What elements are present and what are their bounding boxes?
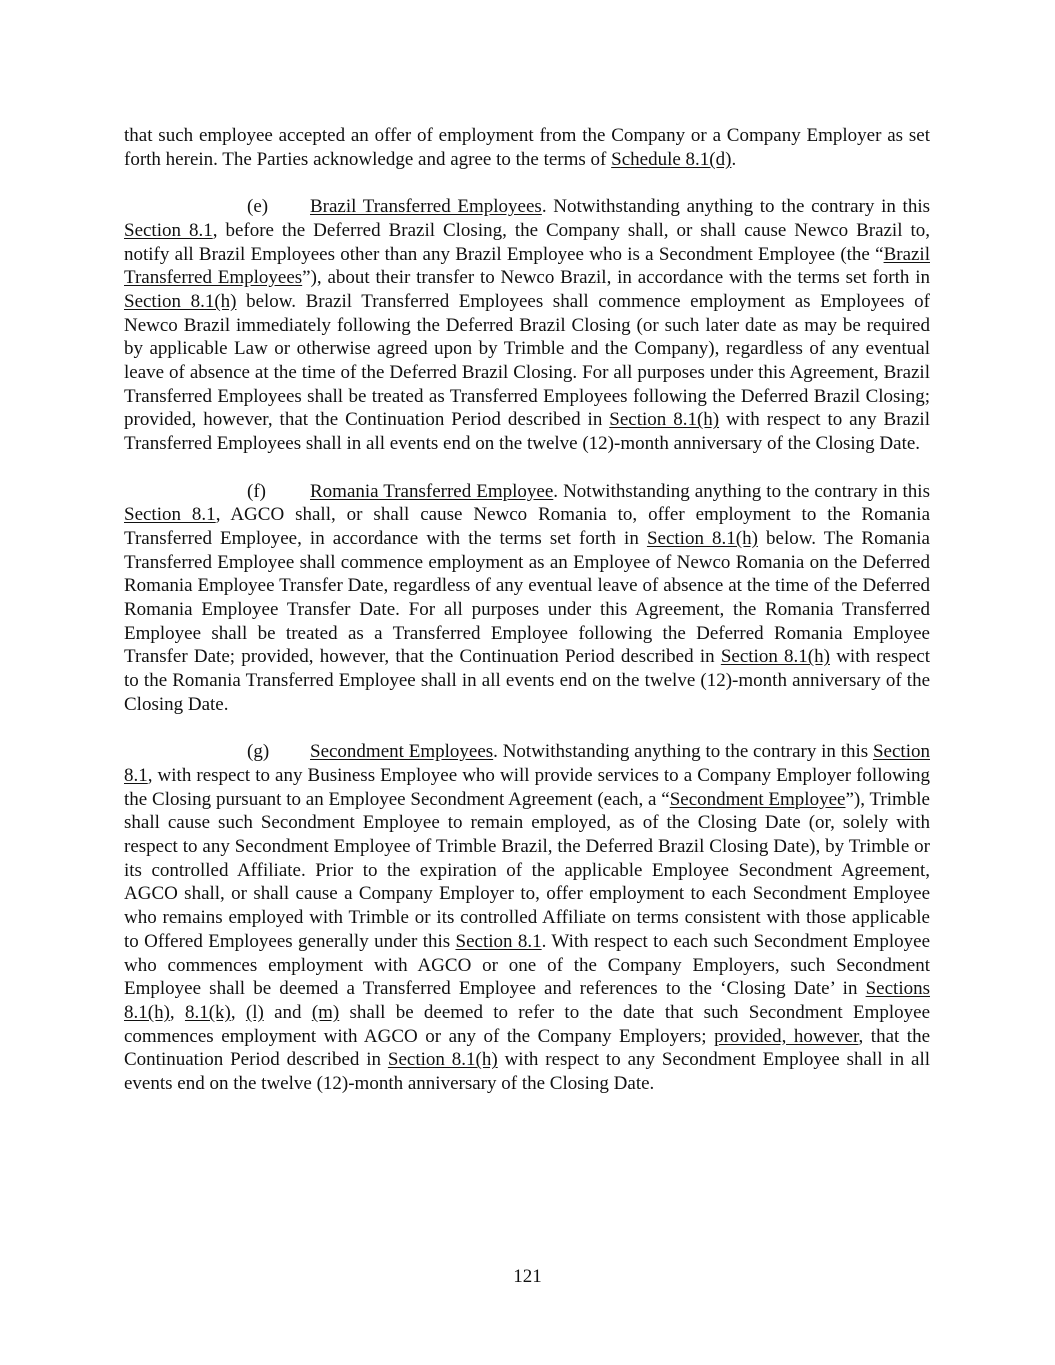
document-page (124, 124, 930, 1119)
paragraph-heading: Brazil Transferred Employees (310, 196, 542, 218)
paragraph-label: (g) (247, 741, 270, 763)
section-reference: Section 8.1(h) (720, 646, 830, 668)
body-text: , (169, 1001, 185, 1023)
body-text: below. Brazil Transferred Employees shall commence employment as Employees of Newco Brazil immediately following the Deferred Brazil Closing (or such later date as may be required by applicable Law or otherwise agreed upon by Trimble and the Company), regardless of any eventual leave of absence at the time of the Deferred Brazil Closing. For all purposes under this Agreement, Brazil Transferred Employees shall be treated as Transferred Employees following the Deferred Brazil Closing; provided, however, that the Continuation Period described in (124, 290, 930, 431)
section-reference: Section 8.1 (124, 504, 216, 526)
section-reference: (l) (245, 1001, 264, 1023)
section-reference: Section 8.1(h) (646, 527, 758, 549)
paragraph-heading: Romania Transferred Employee (310, 480, 554, 502)
body-text: below. The Romania Transferred Employee shall commence employment as an Employee of Newco Romania on the Deferred Romania Employee Transfer Date, regardless of any eventual leave of absence at the time of the Deferred Romania Employee Transfer Date. For all purposes under this Agreement, the Romania Transferred Employee shall be treated as a Transferred Employee following the Deferred Romania Employee Transfer Date; provided, however, that the Continuation Period described in (124, 527, 930, 668)
body-text: . Notwithstanding anything to the contrary in this (553, 480, 930, 502)
section-reference: Section 8.1 (124, 741, 930, 786)
section-reference: Section 8.1 (455, 930, 542, 952)
defined-term: Brazil Transferred Employees (124, 243, 930, 289)
defined-term: Secondment Employee (669, 788, 846, 810)
proviso-phrase: provided, however (714, 1025, 859, 1047)
section-reference: Section 8.1(h) (609, 409, 720, 431)
body-text: , (230, 1001, 246, 1023)
body-text: shall be deemed to refer to the date that such Secondment Employee commences employment with AGCO or any of the Company Employers; (124, 1001, 931, 1047)
body-text: ”), about their transfer to Newco Brazil, in accordance with the terms set forth in (302, 267, 930, 289)
body-text: . Notwithstanding anything to the contrary in this (493, 741, 873, 763)
section-reference: Section 8.1 (124, 219, 213, 241)
section-reference: 8.1(k) (184, 1001, 231, 1023)
body-text: ”), Trimble shall cause such Secondment Employee to remain employed, as of the Closing Date (or, solely with respect to any Secondment Employee of Trimble Brazil, the Deferred Brazil Closing Date), by Trimble or its controlled Affiliate. Prior to the expiration of the applicable Employee Secondment Agreement, AGCO shall, or shall cause a Company Employer to, offer employment to each Secondment Employee who remains employed with Trimble or its controlled Affiliate on terms consistent with those applicable to Offered Employees generally under this (124, 788, 930, 952)
section-reference: Section 8.1(h) (124, 290, 237, 312)
paragraph-label: (e) (247, 196, 269, 218)
body-text: , AGCO shall, or shall cause Newco Romania to, offer employment to the Romania Transferred Employee, in accordance with the terms set forth in (124, 504, 930, 549)
section-reference: Section 8.1(h) (387, 1049, 498, 1071)
body-text: , before the Deferred Brazil Closing, the Company shall, or shall cause Newco Brazil to, notify all Brazil Employees other than any Brazil Employee who is a Secondment Employee (the “ (124, 219, 930, 265)
paragraph-heading: Secondment Employees (310, 741, 494, 763)
body-text: with respect to the Romania Transferred Employee shall in all events end on the twelve (12)-month anniversary of the Closing Date. (124, 646, 930, 715)
body-text: . Notwithstanding anything to the contrary in this (541, 196, 930, 218)
intro-paragraph (124, 124, 930, 171)
body-text: . (731, 148, 737, 170)
body-text: . With respect to each such Secondment Employee who commences employment with AGCO or one of the Company Employers, such Secondment Employee shall be deemed a Transferred Employee and references to the ‘Closing Date’ in (124, 930, 930, 1000)
paragraph-label: (f) (247, 480, 266, 502)
body-text: and (263, 1001, 312, 1023)
schedule-reference: Schedule 8.1(d) (611, 148, 732, 170)
body-text: , with respect to any Business Employee who will provide services to a Company Employer following the Closing pursuant to an Employee Secondment Agreement (each, a “ (124, 764, 930, 810)
section-reference: (m) (311, 1001, 340, 1023)
page-number: 121 (513, 1266, 542, 1287)
section-reference: Sections 8.1(h) (124, 978, 930, 1023)
paragraph-g (124, 740, 930, 1096)
body-text: with respect to any Brazil Transferred Employees shall in all events end on the twelve (12)-month anniversary of the Closing Date. (124, 409, 930, 455)
body-text: , that the Continuation Period described in (124, 1025, 930, 1071)
paragraph-e (124, 195, 930, 456)
body-text: with respect to any Secondment Employee shall in all events end on the twelve (12)-month anniversary of the Closing Date. (124, 1049, 930, 1095)
body-text: that such employee accepted an offer of employment from the Company or a Company Employer as set forth herein. The Parties acknowledge and agree to the terms of (124, 125, 930, 170)
paragraph-f (124, 480, 930, 717)
